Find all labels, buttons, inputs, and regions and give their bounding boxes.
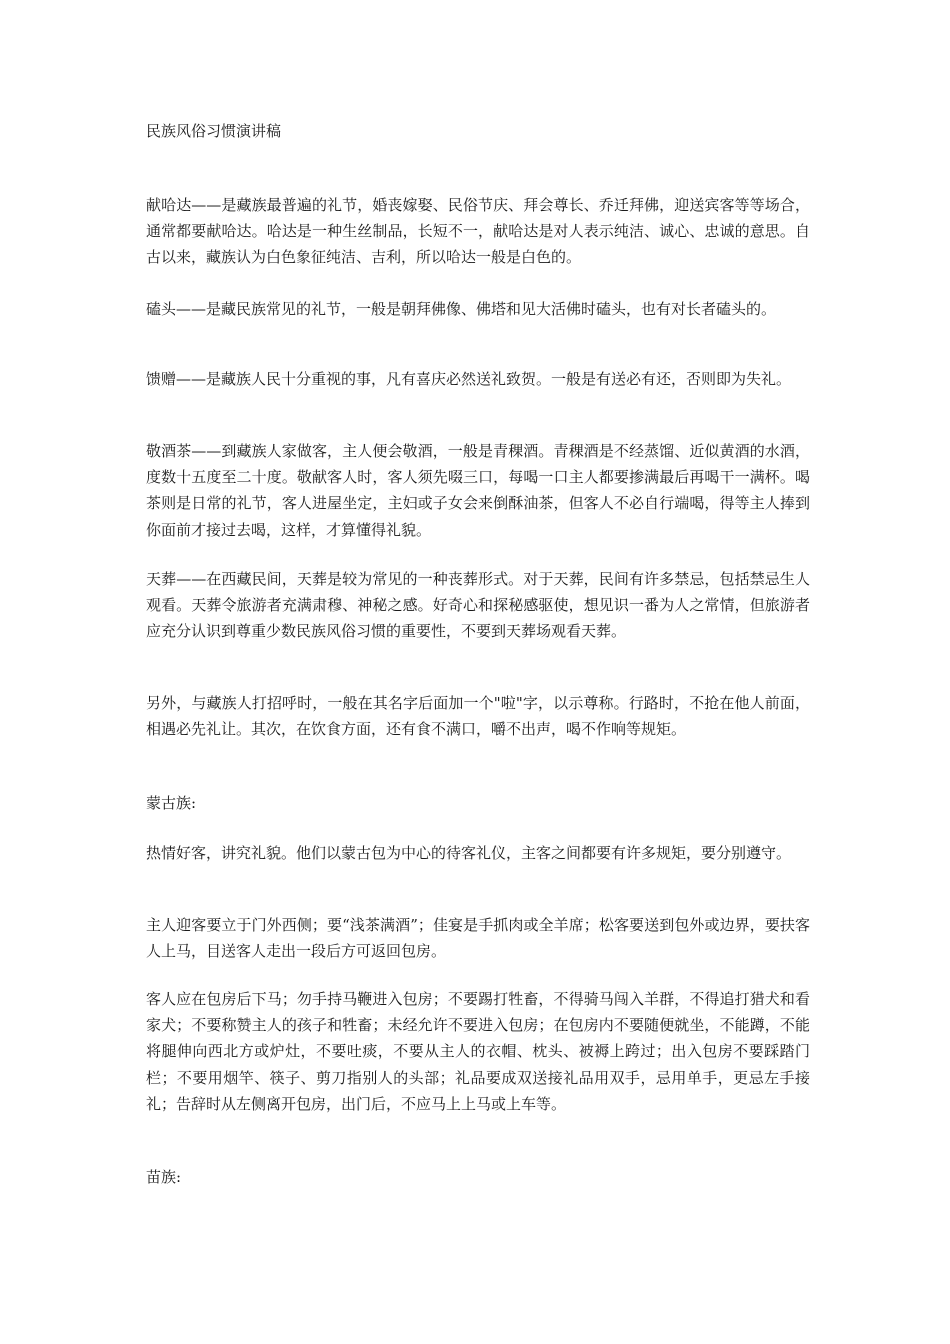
paragraph-mongolian-guest: 客人应在包房后下马；勿手持马鞭进入包房；不要踢打牲畜，不得骑马闯入羊群，不得追打猎犬和看家犬；不要称赞主人的孩子和牲畜；未经允许不要进入包房；在包房内不要随便就坐，不能蹲，不能将腿伸向西北方或炉灶，不要吐痰，不要从主人的衣帽、枕头、被褥上跨过；出入包房不要踩踏门栏；不要用烟竿、筷子、剪刀指别人的头部；礼品要成双送接礼品用双手，忌用单手，更忌左手接礼；告辞时从左侧离开包房，出门后，不应马上上马或上车等。 bbox=[146, 990, 810, 1113]
document-title: 民族风俗习惯演讲稿 bbox=[146, 122, 282, 140]
paragraph-kowtow: 磕头——是藏民族常见的礼节，一般是朝拜佛像、佛塔和见大活佛时磕头，也有对长者磕头的。 bbox=[146, 300, 777, 318]
paragraph-greetings: 另外，与藏族人打招呼时，一般在其名字后面加一个"啦"字，以示尊称。行路时，不抢在他人前面，相遇必先礼让。其次，在饮食方面，还有食不满口，嚼不出声，喝不作响等规矩。 bbox=[146, 694, 810, 739]
paragraph-hada: 献哈达——是藏族最普遍的礼节，婚丧嫁娶、民俗节庆、拜会尊长、乔迁拜佛，迎送宾客等等场合，通常都要献哈达。哈达是一种生丝制品，长短不一，献哈达是对人表示纯洁、诚心、忠诚的意思。自古以来，藏族认为白色象征纯洁、吉利，所以哈达一般是白色的。 bbox=[146, 196, 810, 267]
paragraph-wine-tea: 敬酒茶——到藏族人家做客，主人便会敬酒，一般是青稞酒。青稞酒是不经蒸馏、近似黄酒的水酒，度数十五度至二十度。敬献客人时，客人须先啜三口，每喝一口主人都要掺满最后再喝干一满杯。喝茶则是日常的礼节，客人进屋坐定，主妇或子女会来倒酥油茶，但客人不必自行端喝，得等主人捧到你面前才接过去喝，这样，才算懂得礼貌。 bbox=[146, 442, 810, 539]
section-heading-mongolian: 蒙古族: bbox=[146, 794, 197, 812]
paragraph-mongolian-hospitality: 热情好客，讲究礼貌。他们以蒙古包为中心的待客礼仪，主客之间都要有许多规矩，要分别遵守。 bbox=[146, 844, 792, 862]
section-heading-miao: 苗族: bbox=[146, 1168, 182, 1186]
paragraph-sky-burial: 天葬——在西藏民间，天葬是较为常见的一种丧葬形式。对于天葬，民间有许多禁忌，包括禁忌生人观看。天葬令旅游者充满肃穆、神秘之感。好奇心和探秘感驱使，想见识一番为人之常情，但旅游者应充分认识到尊重少数民族风俗习惯的重要性，不要到天葬场观看天葬。 bbox=[146, 570, 810, 641]
paragraph-gifts: 馈赠——是藏族人民十分重视的事，凡有喜庆必然送礼致贺。一般是有送必有还，否则即为失礼。 bbox=[146, 370, 792, 388]
paragraph-mongolian-host: 主人迎客要立于门外西侧；要“浅茶满酒”；佳宴是手抓肉或全羊席；松客要送到包外或边界，要扶客人上马，目送客人走出一段后方可返回包房。 bbox=[146, 916, 810, 961]
